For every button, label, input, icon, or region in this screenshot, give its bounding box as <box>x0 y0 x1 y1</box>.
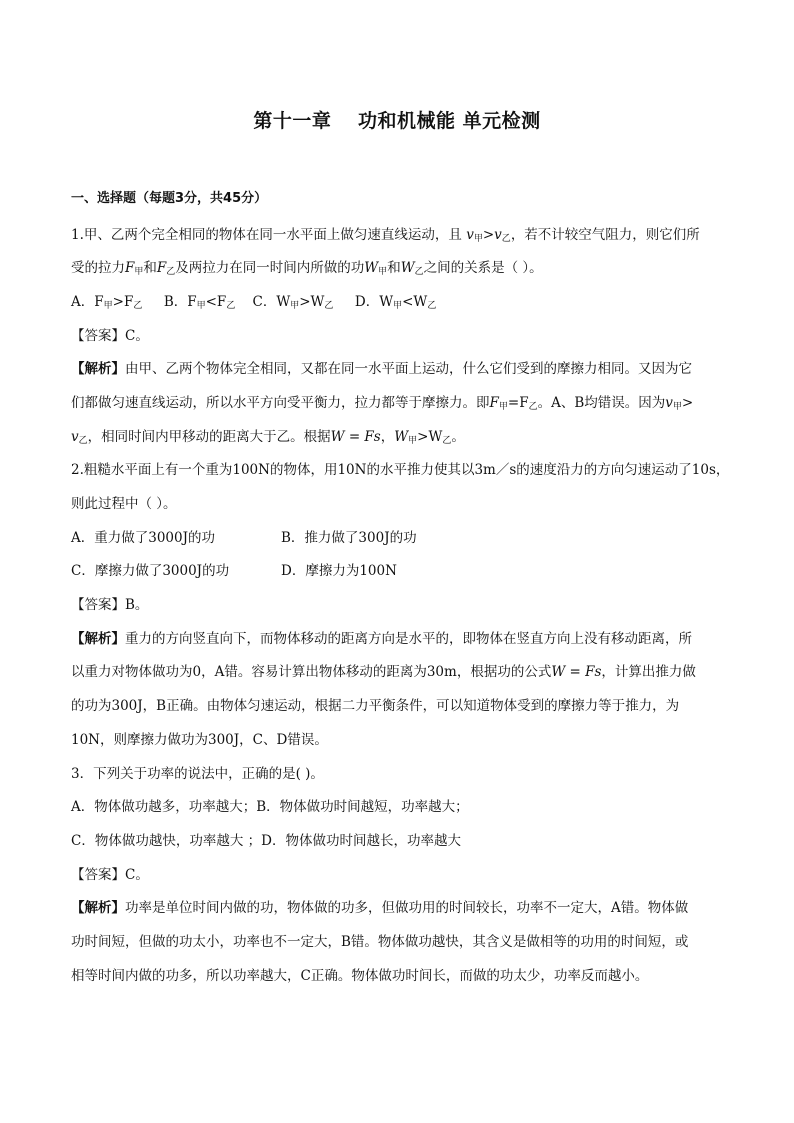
q1-W: W <box>364 260 379 277</box>
q1-sub-yi: 乙 <box>501 233 511 244</box>
q3-options-cd: C．物体做功越快，功率越大 ；D．物体做功时间越长，功率越大 <box>71 832 461 849</box>
q1-text-b: ，若不计较空气阻力，则它们所 <box>510 226 700 243</box>
q2-analysis-line3: 的功为300J，B正确。由物体匀速运动，根据二力平衡条件，可以知道物体受到的摩擦力等于推力，为 <box>71 698 680 715</box>
q3-analysis-line3: 相等时间内做的功多，所以功率越大，C正确。物体做功时间长，而做的功太少，功率反而越小。 <box>71 967 649 984</box>
q3-answer <box>71 863 727 889</box>
q3-analysis-line1 <box>71 896 727 922</box>
answer-label: 【答案】 <box>71 597 125 614</box>
q1-sub-yi: 乙 <box>414 267 424 278</box>
q1-sub-jia: 甲 <box>134 267 144 278</box>
q1-v: v <box>466 226 474 243</box>
analysis-text: ，计算出推力做 <box>601 664 696 681</box>
q1-v2: v <box>494 226 502 243</box>
q2-options-cd <box>71 559 727 585</box>
answer-label: 【答案】 <box>71 327 125 344</box>
q2-analysis-line2 <box>71 660 727 686</box>
q2-option-b: B．推力做了300J的功 <box>281 529 417 546</box>
analysis-label: 【解析】 <box>71 361 125 378</box>
q2-option-a: A．重力做了3000J的功 <box>71 529 216 546</box>
q1-and: 和 <box>143 260 157 277</box>
q1-analysis-line2: 们都做匀速直线运动，所以水平方向受平衡力，拉力都等于摩擦力。即$F_甲=F_乙$。A、B均错误。因为$v_甲>$ <box>71 394 694 412</box>
answer-label: 【答案】 <box>71 866 125 883</box>
q1-analysis-line3: $v_乙$，相同时间内甲移动的距离大于乙。根据W = Fs，$W_甲>W_乙$。 <box>71 428 465 446</box>
q2-option-d: D．摩擦力为100N <box>281 563 397 580</box>
q1-text-b: 及两拉力在同一时间内所做的功 <box>175 260 365 277</box>
answer-value: C。 <box>125 866 149 883</box>
q2-analysis-line4: 10N，则摩擦力做功为300J，C、D错误。 <box>71 731 328 748</box>
q1-text: 受的拉力 <box>71 260 125 277</box>
q1-sub-jia: 甲 <box>473 233 483 244</box>
document-body <box>71 186 730 997</box>
analysis-text: 们都做匀速直线运动，所以水平方向受平衡力，拉力都等于摩擦力。即 <box>71 394 490 411</box>
q1-sub-jia: 甲 <box>378 267 388 278</box>
q1-text: 1.甲、乙两个完全相同的物体在同一水平面上做匀速直线运动，且 <box>71 226 462 243</box>
q2-option-c: C．摩擦力做了3000J的功 <box>71 563 230 580</box>
q3-stem: 3．下列关于功率的说法中，正确的是( )。 <box>71 765 324 782</box>
q2-options-ab <box>71 526 727 552</box>
q3-options-ab: A．物体做功越多，功率越大；B．物体做功时间越短，功率越大； <box>71 799 469 816</box>
analysis-text: 功率是单位时间内做的功，物体做的功多，但做功用的时间较长，功率不一定大，A错。物体做 <box>125 900 689 917</box>
section-heading: 一、选择题（每题3分，共45分） <box>71 191 268 206</box>
q1-F: F <box>489 394 499 411</box>
analysis-text: 重力的方向竖直向下，而物体移动的距离方向是水平的，即物体在竖直方向上没有移动距离，所 <box>125 630 692 647</box>
analysis-label: 【解析】 <box>71 900 125 917</box>
q3-analysis-line2: 功时间短，但做的功太小，功率也不一定大，B错。物体做功越快，其含义是做相等的功用的时间短，或 <box>71 933 689 950</box>
q1-option-c: C．$W_甲>W_乙$ <box>252 293 334 311</box>
formula-w-fs: W = Fs <box>330 428 381 445</box>
q1-text-c: 之间的关系是（ ）。 <box>423 260 543 277</box>
answer-value: C。 <box>125 327 149 344</box>
q2-answer <box>71 593 727 619</box>
q1-sub-yi: 乙 <box>166 267 176 278</box>
q1-W2: W <box>400 260 415 277</box>
q1-gt: > <box>482 226 495 243</box>
q1-option-a: A．$F_甲>F_乙$ <box>71 293 143 311</box>
q2-stem-line2: 则此过程中（ ）。 <box>71 496 177 512</box>
q1-option-d: D．$W_甲<W_乙$ <box>354 293 437 311</box>
q2-analysis-line1 <box>71 627 727 653</box>
q1-stem-line1 <box>71 223 727 249</box>
analysis-text: ，相同时间内甲移动的距离大于乙。根据 <box>87 428 331 445</box>
q1-analysis-line1 <box>71 357 727 383</box>
analysis-label: 【解析】 <box>71 630 125 647</box>
q1-F2: F <box>156 260 167 277</box>
q1-option-b: B．$F_甲<F_乙$ <box>163 293 236 311</box>
page-title: 第十一章 功和机械能 单元检测 <box>253 110 541 132</box>
q1-F: F <box>125 260 135 277</box>
answer-value: B。 <box>125 597 149 614</box>
q1-answer <box>71 324 727 350</box>
q1-and2: 和 <box>387 260 401 277</box>
q1-options <box>71 290 727 316</box>
analysis-text: 以重力对物体做功为0，A错。容易计算出物体移动的距离为30m，根据功的公式 <box>71 664 552 681</box>
formula-w-fs: W = Fs <box>551 664 602 681</box>
q2-stem-line1: 2.粗糙水平面上有一个重为100N的物体，用10N的水平推力使其以3m／s的速度沿力的方向匀速运动了10s， <box>71 462 730 479</box>
analysis-text: 由甲、乙两个物体完全相同，又都在同一水平面上运动，什么它们受到的摩擦力相同。又因为它 <box>125 361 692 378</box>
q1-stem-line2 <box>71 256 727 282</box>
